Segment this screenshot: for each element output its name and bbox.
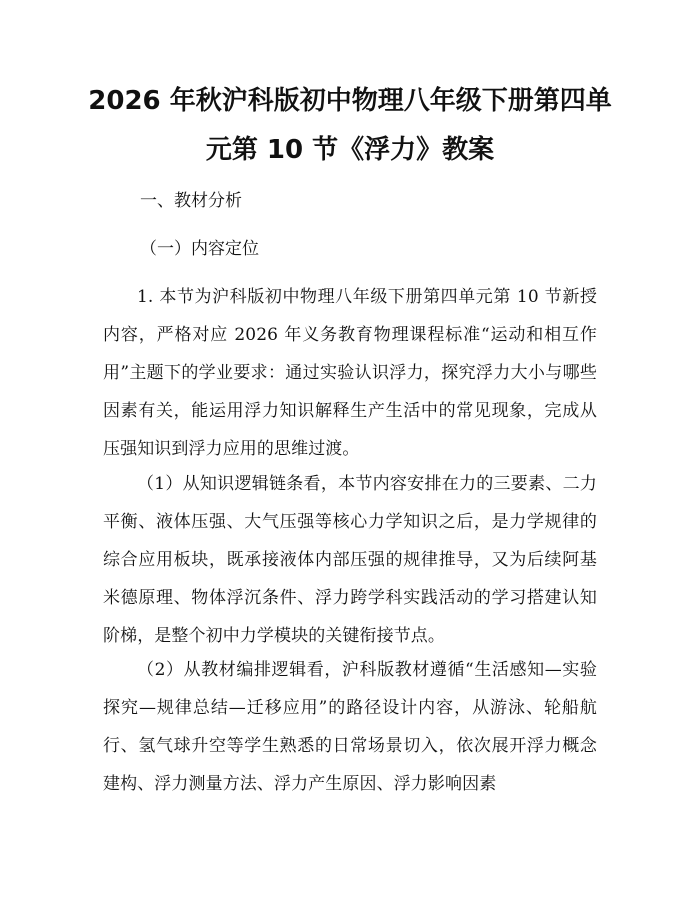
paragraph-content-positioning: 1. 本节为沪科版初中物理八年级下册第四单元第 10 节新授内容，严格对应 2026 年义务教育物理课程标准“运动和相互作用”主题下的学业要求：通过实验认识浮力，探究浮力大小与哪些因素有关，能运用浮力知识解释生产生活中的常见现象，完成从压强知识到浮力应用的思维过渡。 [103,287,597,459]
document-title-line-1: 2026 年秋沪科版初中物理八年级下册第四单 [88,86,612,116]
paragraph-knowledge-logic: （1）从知识逻辑链条看，本节内容安排在力的三要素、二力平衡、液体压强、大气压强等核心力学知识之后，是力学规律的综合应用板块，既承接液体内部压强的规律推导，又为后续阿基米德原理、物体浮沉条件、浮力跨学科实践活动的学习搭建认知阶梯，是整个初中力学模块的关键衔接节点。 [103,474,597,646]
document-title-line-2: 元第 10 节《浮力》教案 [205,135,495,165]
subsection-heading: （一）内容定位 [140,239,259,259]
section-heading: 一、教材分析 [140,191,242,211]
paragraph-textbook-logic: （2）从教材编排逻辑看，沪科版教材遵循“生活感知—实验探究—规律总结—迁移应用”的路径设计内容，从游泳、轮船航行、氢气球升空等学生熟悉的日常场景切入，依次展开浮力概念建构、浮力测量方法、浮力产生原因、浮力影响因素 [103,660,597,794]
